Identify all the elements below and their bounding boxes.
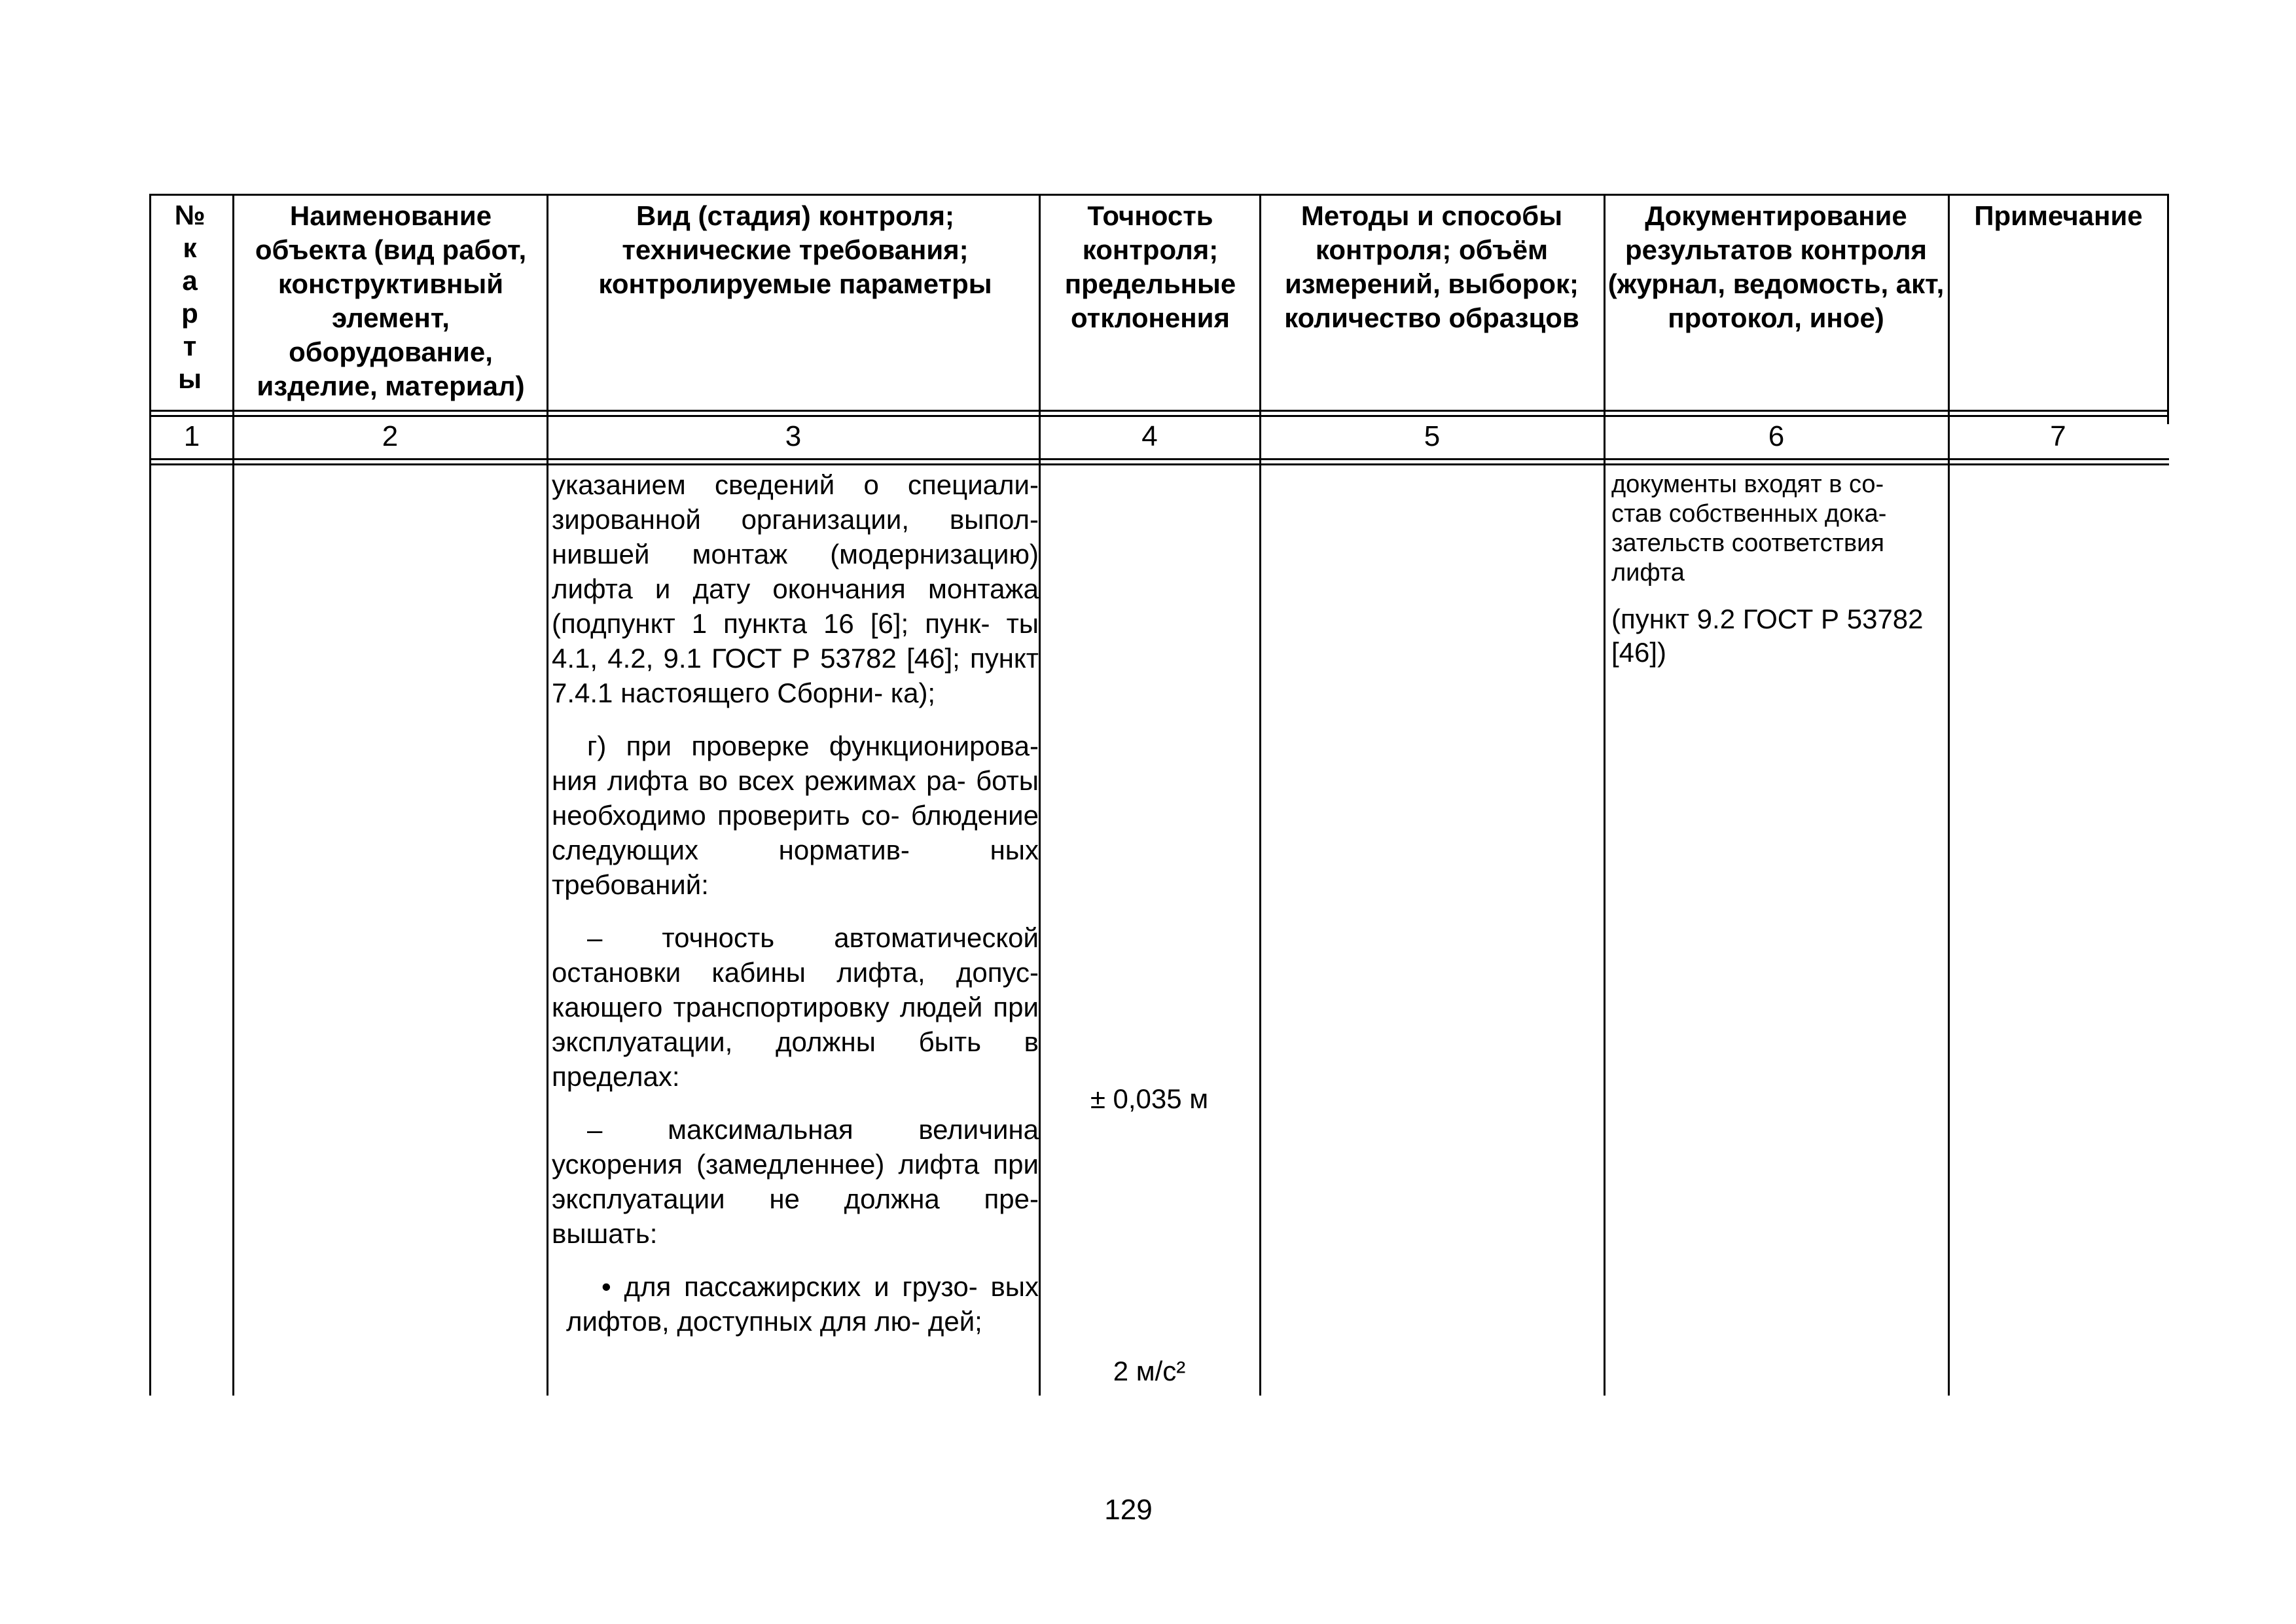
- requirements-paragraph: указанием сведений о специали- зированной организации, выпол- нившей монтаж (модернизацию) лифта и дату окончания монтажа (подпункт 1 пункта 16 [6]; пунк- ты 4.1, 4.2, 9.1 ГОСТ Р 53782 [46]; пункт 7.4.1 настоящего Сборни- ка);: [552, 469, 1039, 708]
- numbers-divider: [149, 458, 2169, 460]
- column-line: [232, 194, 234, 1396]
- column-number: 1: [183, 420, 200, 452]
- header-control-type: Вид (стадия) контроля; технические требования; контролируемые параметры: [598, 200, 992, 299]
- header-note: Примечание: [1974, 200, 2143, 231]
- column-line: [149, 194, 151, 1396]
- requirements-paragraph: – точность автоматической остановки кабины лифта, допус- кающего транспортировку людей при эксплуатации, должны быть в пределах:: [552, 922, 1039, 1092]
- header-card-number: № к а р т ы: [174, 200, 206, 394]
- documentation-reference: (пункт 9.2 ГОСТ Р 53782 [46]): [1611, 604, 1924, 668]
- documentation-note: документы входят в со- став собственных дока- зательств соответствия лифта: [1611, 471, 1887, 586]
- requirements-bullet: • для пассажирских и грузо- вых лифтов, доступных для лю- дей;: [566, 1271, 1039, 1337]
- header-methods: Методы и способы контроля; объём измерений, выборок; количество образцов: [1284, 200, 1579, 333]
- table-top-border: [149, 194, 2169, 196]
- requirements-paragraph: г) при проверке функционирова- ния лифта во всех режимах ра- боты необходимо проверить со- блюдение следующих норматив- ных требований:: [552, 731, 1039, 900]
- numbers-divider-2: [149, 463, 2169, 465]
- header-divider-2: [149, 415, 2169, 417]
- accuracy-value: 2 м/с²: [1113, 1356, 1186, 1386]
- column-line: [1948, 194, 1950, 1396]
- requirements-text: [552, 467, 1039, 1339]
- header-accuracy: Точность контроля; предельные отклонения: [1064, 200, 1236, 333]
- column-number: 6: [1768, 420, 1785, 452]
- column-number: 3: [785, 420, 802, 452]
- column-number: 7: [2050, 420, 2066, 452]
- column-number: 5: [1424, 420, 1441, 452]
- page-number: 129: [1104, 1494, 1153, 1526]
- column-line: [547, 194, 548, 1396]
- column-number: 4: [1141, 420, 1158, 452]
- column-line: [1039, 194, 1041, 1396]
- accuracy-value: ± 0,035 м: [1090, 1083, 1209, 1114]
- column-line-right-edge: [2167, 194, 2169, 424]
- column-line: [1259, 194, 1261, 1396]
- header-divider: [149, 410, 2169, 412]
- header-documentation: Документирование результатов контроля (журнал, ведомость, акт, протокол, иное): [1607, 200, 1945, 333]
- header-object-name: Наименование объекта (вид работ, конструктивный элемент, оборудование, изделие, материал): [255, 200, 527, 401]
- requirements-paragraph: – максимальная величина ускорения (замедленнее) лифта при эксплуатации не должна пре- вышать:: [552, 1114, 1039, 1249]
- column-number: 2: [382, 420, 399, 452]
- column-line: [1604, 194, 1605, 1396]
